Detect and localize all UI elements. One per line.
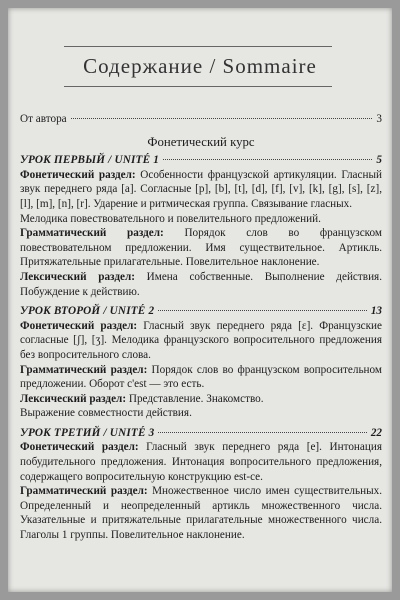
lesson-paragraph: Мелодика повествовательного и повелительного предложений.	[20, 212, 321, 225]
page-title: Содержание / Sommaire	[83, 54, 317, 78]
lesson-page-number: 13	[370, 305, 382, 318]
toc-lesson-3	[20, 426, 382, 441]
title-rule-top	[64, 46, 332, 47]
table-of-contents	[20, 112, 382, 543]
toc-page-number: 3	[376, 113, 382, 125]
toc-lesson-2	[20, 304, 382, 319]
toc-entry-label: От автора	[20, 113, 67, 125]
lesson-page-number: 22	[370, 426, 382, 439]
toc-lesson-1	[20, 153, 382, 168]
toc-entry-author	[20, 112, 382, 127]
section-title: Фонетический курс	[147, 134, 255, 149]
lesson-title: УРОК ПЕРВЫЙ / UNITÉ 1	[20, 154, 160, 167]
leader-dots	[71, 118, 373, 119]
lesson-paragraph: Фонетический раздел: Гласный звук переднего ряда [e]. Интонация побудительного предложения. Интонация вопросительного предложения, содержащего вопросительную конструкцию est-ce.	[20, 441, 382, 483]
lesson-page-number: 5	[376, 154, 382, 167]
leader-dots	[158, 432, 366, 433]
lesson-title: УРОК ТРЕТИЙ / UNITÉ 3	[20, 426, 155, 439]
lesson-paragraph: Фонетический раздел: Особенности французской артикуляции. Гласный звук переднего ряда [a]. Согласные [p], [b], [t], [d], [f], [v], [k], [g], [s], [z], [l], [m], [n], [r]. Ударение и ритмическая группа. Связывание гласных.	[20, 168, 382, 210]
leader-dots	[163, 159, 372, 160]
lesson-paragraph: Фонетический раздел: Гласный звук переднего ряда [ɛ]. Французские согласные [ʃ], [ʒ]. Мелодика французского вопросительного предложения без вопросительного слова.	[20, 319, 382, 361]
lesson-paragraph: Выражение совместности действия.	[20, 407, 192, 420]
leader-dots	[158, 310, 367, 311]
lesson-paragraph: Грамматический раздел: Порядок слов во французском вопросительном предложении. Оборот c'est — это есть.	[20, 363, 383, 391]
book-page	[8, 8, 392, 592]
lesson-paragraph: Лексический раздел: Представление. Знакомство.	[20, 392, 264, 405]
lesson-paragraph: Лексический раздел: Имена собственные. Выполнение действия. Побуждение к действию.	[20, 270, 382, 298]
lesson-paragraph: Грамматический раздел: Множественное число имен существительных. Определенный и неопределенный артикль множественного числа. Указательные и притяжательные прилагательные множественного числа. Глаголы 1 группы. Повелительное наклонение.	[20, 485, 382, 542]
lesson-title: УРОК ВТОРОЙ / UNITÉ 2	[20, 305, 155, 318]
title-rule-bottom	[64, 86, 332, 87]
lesson-paragraph: Грамматический раздел: Порядок слов во французском повествовательном предложении. Имя существительное. Артикль. Притяжательные прилагательные. Повелительное наклонение.	[20, 227, 382, 269]
